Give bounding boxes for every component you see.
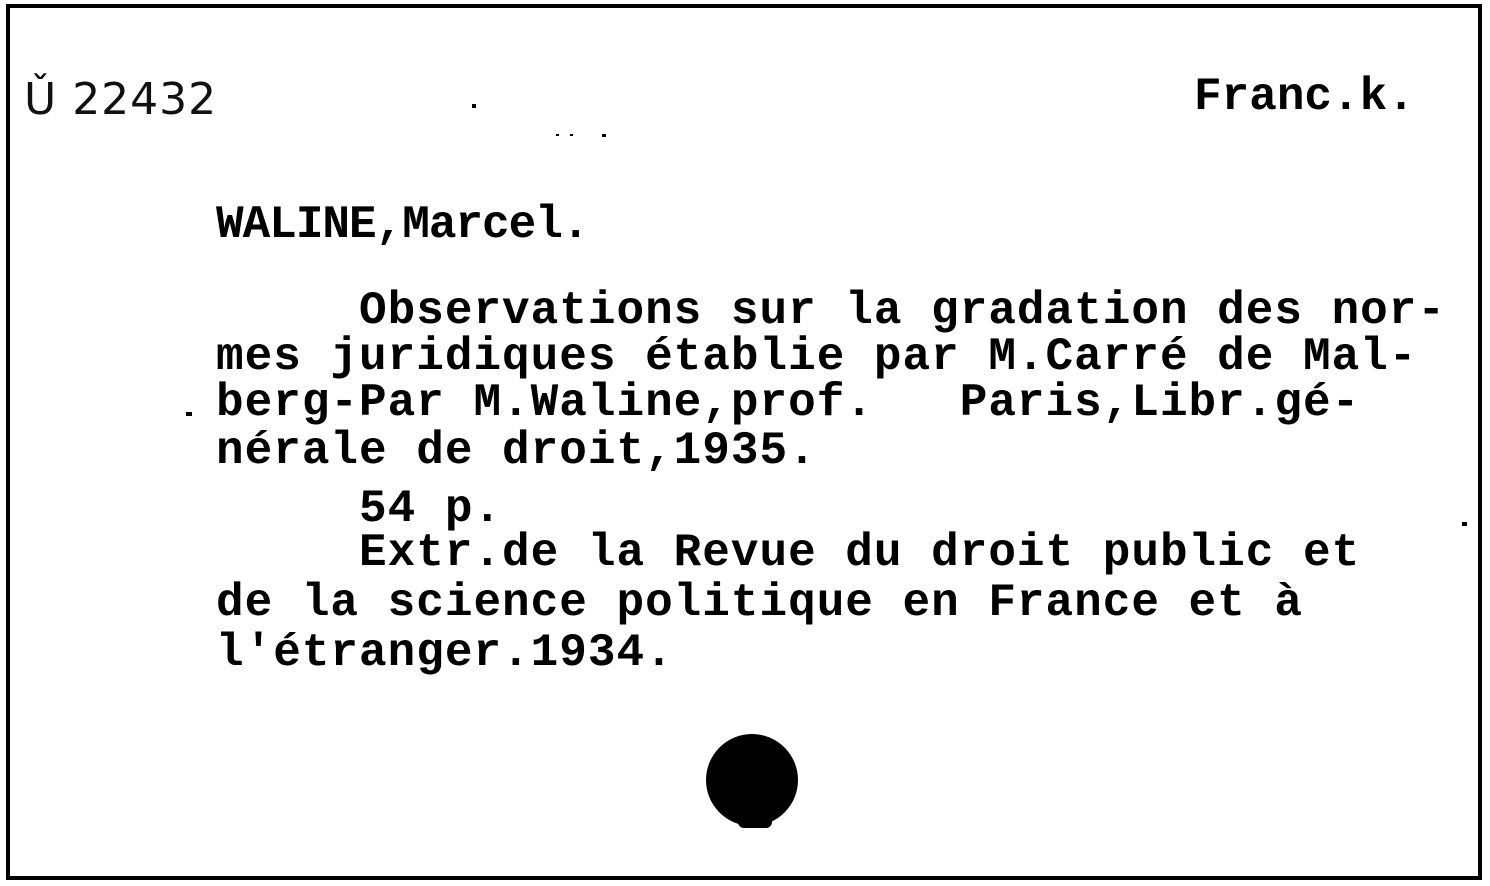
title-line-4: nérale de droit,1935. xyxy=(216,425,817,477)
pagination-line: 54 p. xyxy=(216,483,503,535)
ink-speck xyxy=(186,412,192,416)
ink-speck xyxy=(602,134,606,137)
punch-hole xyxy=(706,734,798,826)
punch-hole-edge xyxy=(738,820,772,828)
subject-code: Franc.k. xyxy=(1194,71,1415,123)
catalog-card xyxy=(6,4,1482,880)
title-line-2: mes juridiques établie par M.Carré de Mal- xyxy=(216,331,1418,383)
ink-speck xyxy=(1462,522,1467,526)
ink-speck xyxy=(556,134,559,136)
note-line-1: Extr.de la Revue du droit public et xyxy=(216,527,1361,579)
call-number: Ǔ 22432 xyxy=(24,74,218,125)
note-line-2: de la science politique en France et à xyxy=(216,577,1303,629)
ink-speck xyxy=(570,134,573,136)
title-line-3: berg-Par M.Waline,prof. Paris,Libr.gé- xyxy=(216,377,1361,429)
note-line-3: l'étranger.1934. xyxy=(216,627,674,679)
title-line-1: Observations sur la gradation des nor- xyxy=(216,285,1446,337)
ink-speck xyxy=(472,104,476,108)
author-heading: WALINE,Marcel. xyxy=(216,199,589,251)
